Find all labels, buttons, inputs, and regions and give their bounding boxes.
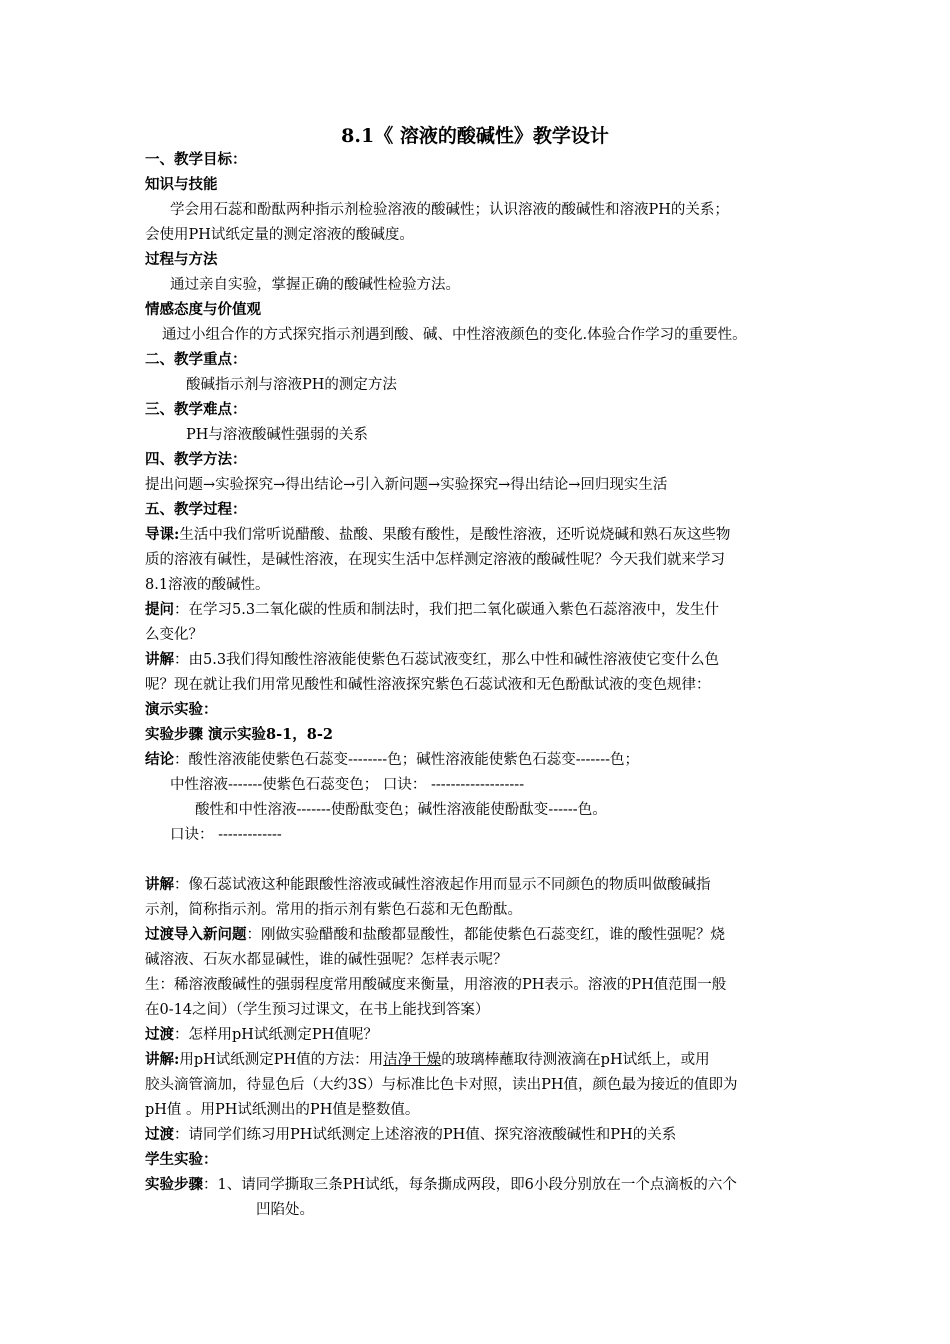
paragraph-line <box>145 648 719 672</box>
document-title: 8.1《 溶液的酸碱性》教学设计 <box>341 125 609 147</box>
paragraph-line <box>145 523 730 547</box>
text-span: ：1、请同学撕取三条PH试纸，每条撕成两段，即6小段分别放在一个点滴板的六个 <box>203 1177 737 1193</box>
paragraph-line: 示剂，简称指示剂。常用的指示剂有紫色石蕊和无色酚酞。 <box>145 902 522 918</box>
text-span: ：怎样用pH试纸测定PH值呢？ <box>174 1027 378 1043</box>
section-heading-difficulty: 三、教学难点： <box>145 401 247 418</box>
label-transition: 过渡 <box>145 1026 174 1043</box>
paragraph-line: 口诀： ------------- <box>170 827 282 843</box>
section-heading-objectives: 一、教学目标： <box>145 151 247 168</box>
paragraph-line: 碱溶液、石灰水都显碱性，谁的碱性强呢？怎样表示呢？ <box>145 952 508 968</box>
label-explain: 讲解 <box>145 651 174 668</box>
paragraph-line: PH与溶液酸碱性强弱的关系 <box>186 427 368 443</box>
paragraph-line: 生：稀溶液酸碱性的强弱程度常用酸碱度来衡量，用溶液的PH表示。溶液的PH值范围一般 <box>145 977 727 993</box>
paragraph-line: 质的溶液有碱性，是碱性溶液，在现实生活中怎样测定溶液的酸碱性呢？今天我们就来学习 <box>145 552 725 568</box>
paragraph-line <box>145 923 725 947</box>
paragraph-line <box>145 1048 710 1072</box>
subheading-knowledge: 知识与技能 <box>145 176 218 193</box>
paragraph-line: 么变化？ <box>145 627 203 643</box>
paragraph-line: 凹陷处。 <box>256 1202 314 1218</box>
text-span: ：由5.3我们得知酸性溶液能使紫色石蕊试液变红，那么中性和碱性溶液使它变什么色 <box>174 652 720 668</box>
text-span: ：像石蕊试液这种能跟酸性溶液或碱性溶液起作用而显示不同颜色的物质叫做酸碱指 <box>174 877 711 893</box>
subheading-steps: 实验步骤 演示实验8-1，8-2 <box>145 726 333 743</box>
label-transition: 过渡 <box>145 1126 174 1143</box>
subheading-student-experiment: 学生实验： <box>145 1151 218 1168</box>
text-span: ：请同学们练习用PH试纸测定上述溶液的PH值、探究溶液酸碱性和PH的关系 <box>174 1127 677 1143</box>
section-heading-method: 四、教学方法： <box>145 451 247 468</box>
paragraph-line: 提出问题→实验探究→得出结论→引入新问题→实验探究→得出结论→回归现实生活 <box>145 477 668 493</box>
text-span: ：酸性溶液能使紫色石蕊变--------色；碱性溶液能使紫色石蕊变-------色； <box>174 752 639 768</box>
subheading-attitude: 情感态度与价值观 <box>145 301 261 318</box>
paragraph-line: 学会用石蕊和酚酞两种指示剂检验溶液的酸碱性；认识溶液的酸碱性和溶液PH的关系； <box>170 202 729 218</box>
section-heading-process: 五、教学过程： <box>145 501 247 518</box>
paragraph-line <box>145 873 711 897</box>
paragraph-line: 在0-14之间）（学生预习过课文，在书上能找到答案） <box>145 1002 490 1018</box>
paragraph-line <box>145 1173 737 1197</box>
label-intro: 导课: <box>145 526 180 543</box>
paragraph-line: 会使用PH试纸定量的测定溶液的酸碱度。 <box>145 227 414 243</box>
paragraph-line: 呢？现在就让我们用常见酸性和碱性溶液探究紫色石蕊试液和无色酚酞试液的变色规律： <box>145 677 711 693</box>
paragraph-line: 酸性和中性溶液-------使酚酞变色；碱性溶液能使酚酞变------色。 <box>195 802 607 818</box>
paragraph-line: 通过亲自实验，掌握正确的酸碱性检验方法。 <box>170 277 460 293</box>
underlined-text: 洁净干燥 <box>383 1052 442 1068</box>
label-explain: 讲解 <box>145 876 174 893</box>
paragraph-line: 酸碱指示剂与溶液PH的测定方法 <box>186 377 397 393</box>
label-steps: 实验步骤 <box>145 1176 203 1193</box>
text-span: ：在学习5.3二氧化碳的性质和制法时，我们把二氧化碳通入紫色石蕊溶液中，发生什 <box>174 602 720 618</box>
subheading-process: 过程与方法 <box>145 251 218 268</box>
paragraph-line: pH值 。用PH试纸测出的PH值是整数值。 <box>145 1102 420 1118</box>
text-span: 的玻璃棒蘸取待测液滴在pH试纸上，或用 <box>441 1052 710 1068</box>
paragraph-line <box>145 1023 378 1047</box>
label-ask: 提问 <box>145 601 174 618</box>
label-explain: 讲解: <box>145 1051 180 1068</box>
paragraph-line <box>145 1123 676 1147</box>
paragraph-line <box>145 598 719 622</box>
paragraph-line: 胶头滴管滴加，待显色后（大约3S）与标准比色卡对照，读出PH值，颜色最为接近的值即为 <box>145 1077 738 1093</box>
paragraph-line <box>145 748 639 772</box>
paragraph-line: 通过小组合作的方式探究指示剂遇到酸、碱、中性溶液颜色的变化.体验合作学习的重要性。 <box>162 327 747 343</box>
text-span: ：刚做实验醋酸和盐酸都显酸性，都能使紫色石蕊变红，谁的酸性强呢？烧 <box>246 927 725 943</box>
text-span: 用pH试纸测定PH值的方法：用 <box>179 1052 384 1068</box>
paragraph-line: 中性溶液-------使紫色石蕊变色； 口诀： ------------------- <box>170 777 525 793</box>
paragraph-line: 8.1溶液的酸碱性。 <box>145 577 270 593</box>
text-span: 生活中我们常听说醋酸、盐酸、果酸有酸性，是酸性溶液，还听说烧碱和熟石灰这些物 <box>179 527 731 543</box>
section-heading-keypoint: 二、教学重点： <box>145 351 247 368</box>
subheading-demo: 演示实验： <box>145 701 218 718</box>
label-transition: 过渡导入新问题 <box>145 926 247 943</box>
label-conclusion: 结论 <box>145 751 174 768</box>
